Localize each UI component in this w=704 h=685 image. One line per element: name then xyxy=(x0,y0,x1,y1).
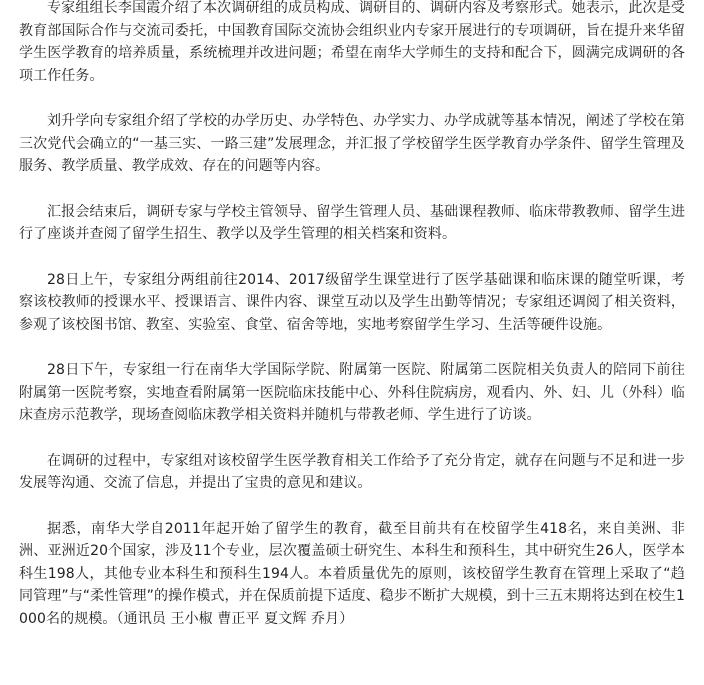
paragraph-4: 28日上午，专家组分两组前往2014、2017级留学生课堂进行了医学基础课和临床课的随堂听课，考察该校教师的授课水平、授课语言、课件内容、课堂互动以及学生出勤等情况；专家组还调阅了相关资料，参观了该校图书馆、教室、实验室、食堂、宿舍等地，实地考察留学生学习、生活等硬件设施。 xyxy=(19,271,685,333)
article-body xyxy=(19,0,685,630)
paragraph-7: 据悉，南华大学自2011年起开始了留学生的教育，截至目前共有在校留学生418名，来自美洲、非洲、亚洲近20个国家，涉及11个专业，层次覆盖硕士研究生、本科生和预科生，其中研究生26人，医学本科生198人，其他专业本科生和预科生194人。本着质量优先的原则，该校留学生教育在管理上采取了“趋同管理”与“柔性管理”的操作模式，并在保质前提下适度、稳步不断扩大规模，到十三五末期将达到在校生1000名的规模。（通讯员 王小椒 曹正平 夏文辉 乔月） xyxy=(19,520,685,627)
paragraph-6: 在调研的过程中，专家组对该校留学生医学教育相关工作给予了充分肯定，就存在问题与不足和进一步发展等沟通、交流了信息，并提出了宝贵的意见和建议。 xyxy=(19,452,685,491)
paragraph-1: 专家组组长李国霞介绍了本次调研组的成员构成、调研目的、调研内容及考察形式。她表示，此次是受教育部国际合作与交流司委托，中国教育国际交流协会组织业内专家开展进行的专项调研，旨在提升来华留学生医学教育的培养质量，系统梳理并改进问题；希望在南华大学师生的支持和配合下，圆满完成调研的各项工作任务。 xyxy=(19,0,685,84)
paragraph-3: 汇报会结束后，调研专家与学校主管领导、留学生管理人员、基础课程教师、临床带教教师、留学生进行了座谈并查阅了留学生招生、教学以及学生管理的相关档案和资料。 xyxy=(19,203,685,242)
paragraph-2: 刘升学向专家组介绍了学校的办学历史、办学特色、办学实力、办学成就等基本情况，阐述了学校在第三次党代会确立的“一基三实、一路三建”发展理念，并汇报了学校留学生医学教育办学条件、留学生管理及服务、教学质量、教学成效、存在的问题等内容。 xyxy=(19,113,685,174)
paragraph-5: 28日下午，专家组一行在南华大学国际学院、附属第一医院、附属第二医院相关负责人的陪同下前往附属第一医院考察，实地查看附属第一医院临床技能中心、外科住院病房，观看内、外、妇、儿（外科）临床查房示范教学，现场查阅临床教学相关资料并随机与带教老师、学生进行了访谈。 xyxy=(19,362,685,423)
